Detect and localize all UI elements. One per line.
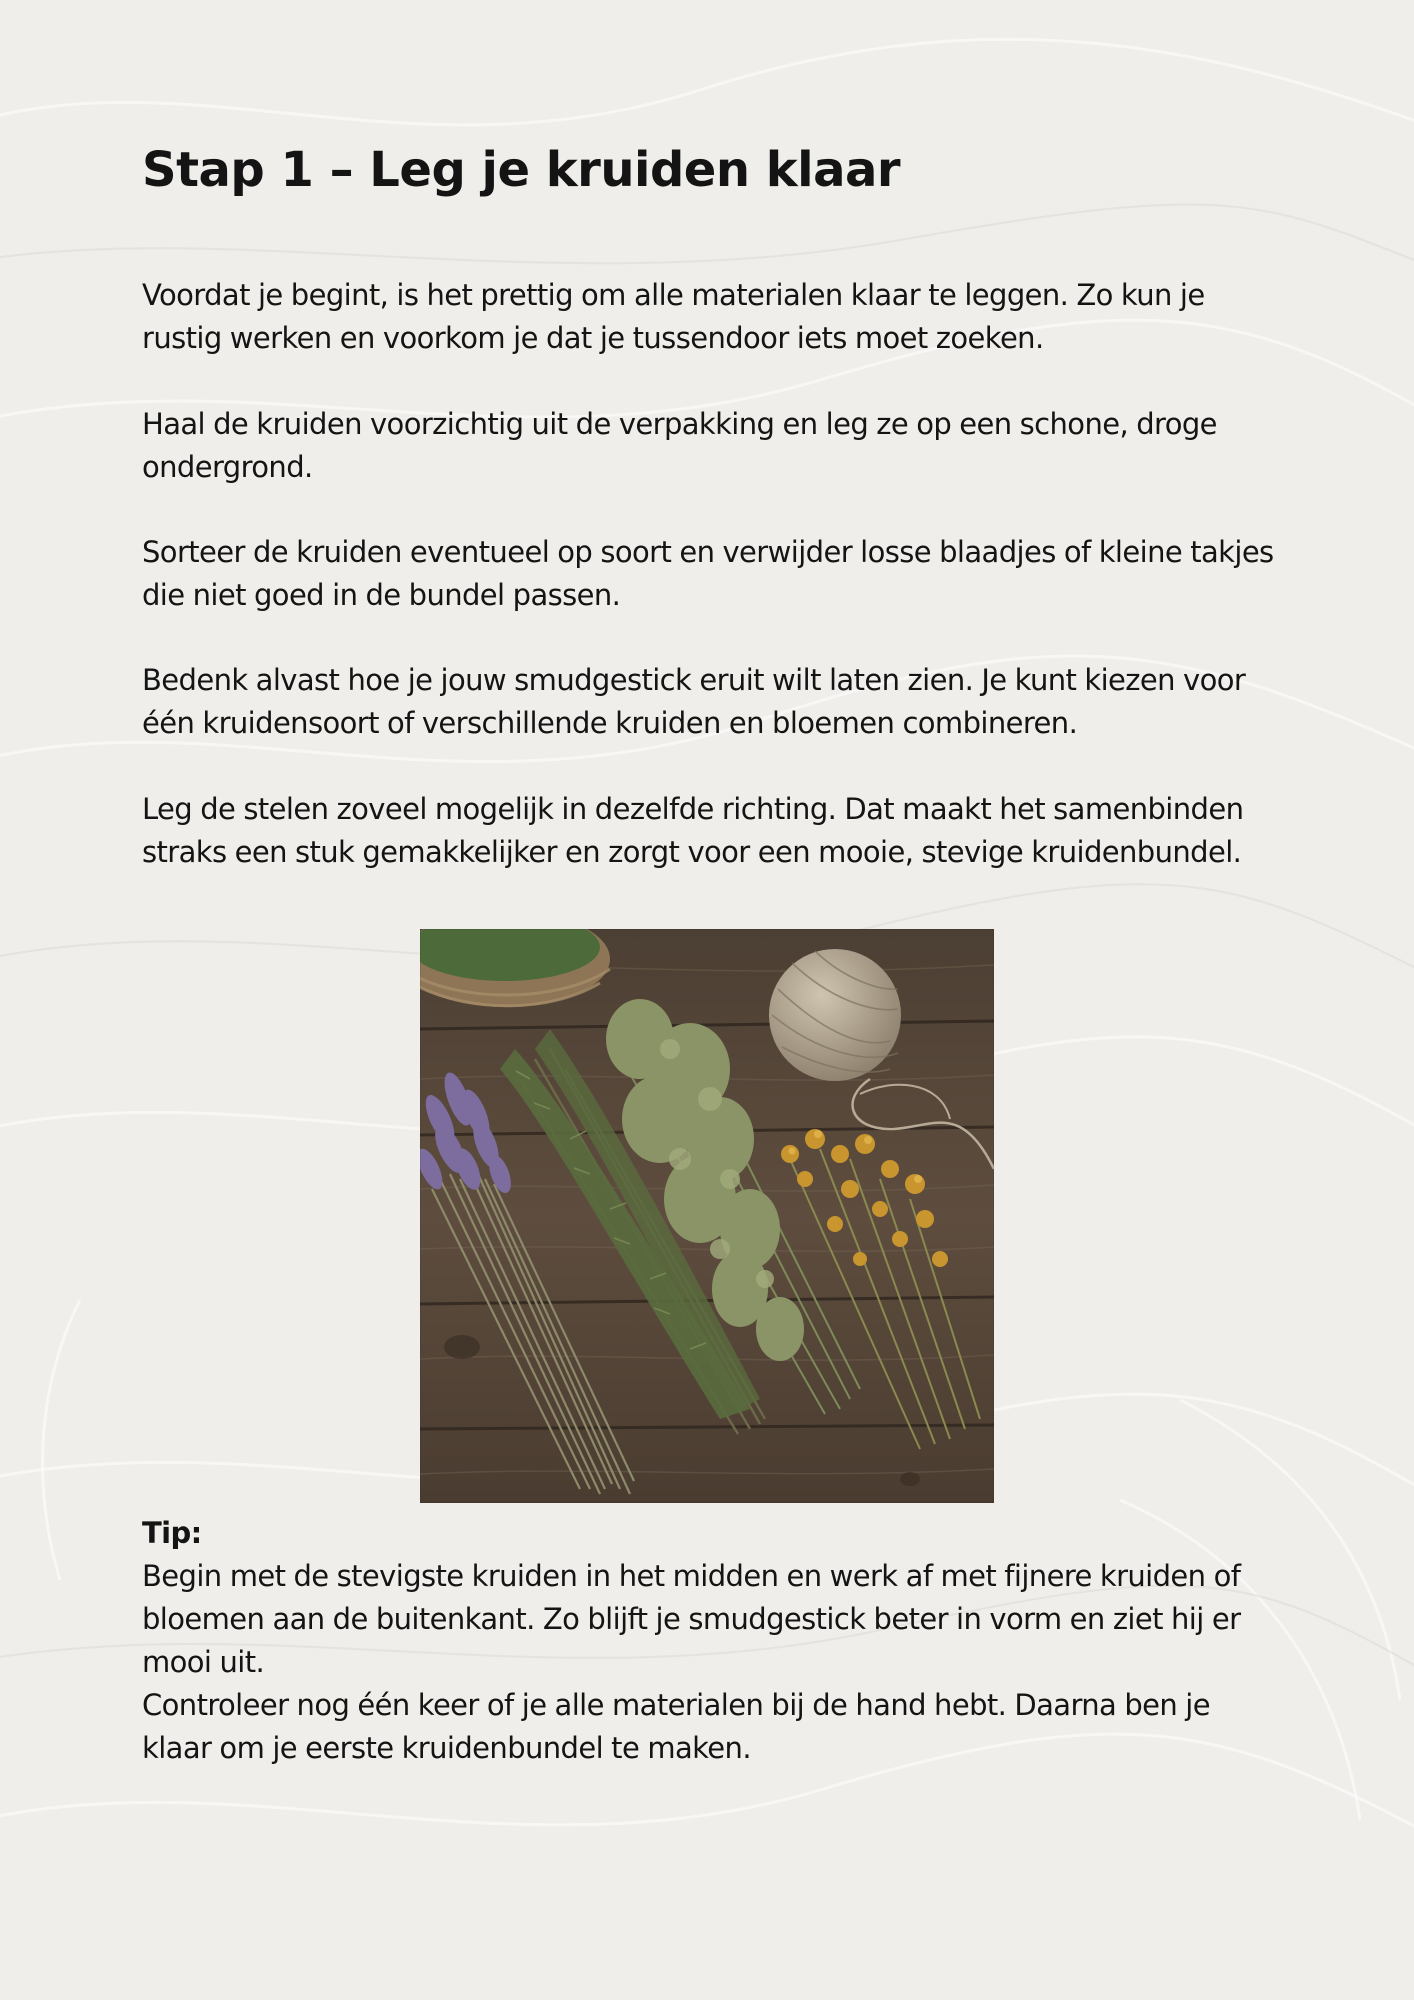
- tip-text: Begin met de stevigste kruiden in het midden en werk af met fijnere kruiden of bloemen aan de buitenkant. Zo blijft je smudgestick beter in vorm en ziet hij er mooi uit.: [142, 1559, 1241, 1679]
- herbs-on-wooden-table-photo: [420, 929, 994, 1503]
- tip-box: [142, 1512, 1282, 1770]
- paragraph-design: Bedenk alvast hoe je jouw smudgestick eruit wilt laten zien. Je kunt kiezen voor één kruidensoort of verschillende kruiden en bloemen combineren.: [142, 663, 1246, 740]
- paragraph-stems: Leg de stelen zoveel mogelijk in dezelfde richting. Dat maakt het samenbinden straks een stuk gemakkelijker en zorgt voor een mooie, stevige kruidenbundel.: [142, 792, 1244, 869]
- tip-text-final-check: Controleer nog één keer of je alle materialen bij de hand hebt. Daarna ben je klaar om je eerste kruidenbundel te maken.: [142, 1688, 1210, 1765]
- paragraph-intro: Voordat je begint, is het prettig om alle materialen klaar te leggen. Zo kun je rustig werken en voorkom je dat je tussendoor iets moet zoeken.: [142, 278, 1205, 355]
- page-title: Stap 1 – Leg je kruiden klaar: [142, 142, 901, 198]
- paragraph-sort: Sorteer de kruiden eventueel op soort en verwijder losse blaadjes of kleine takjes die niet goed in de bundel passen.: [142, 535, 1274, 612]
- paragraph-unpack: Haal de kruiden voorzichtig uit de verpakking en leg ze op een schone, droge ondergrond.: [142, 407, 1217, 484]
- tip-label: Tip:: [142, 1516, 202, 1550]
